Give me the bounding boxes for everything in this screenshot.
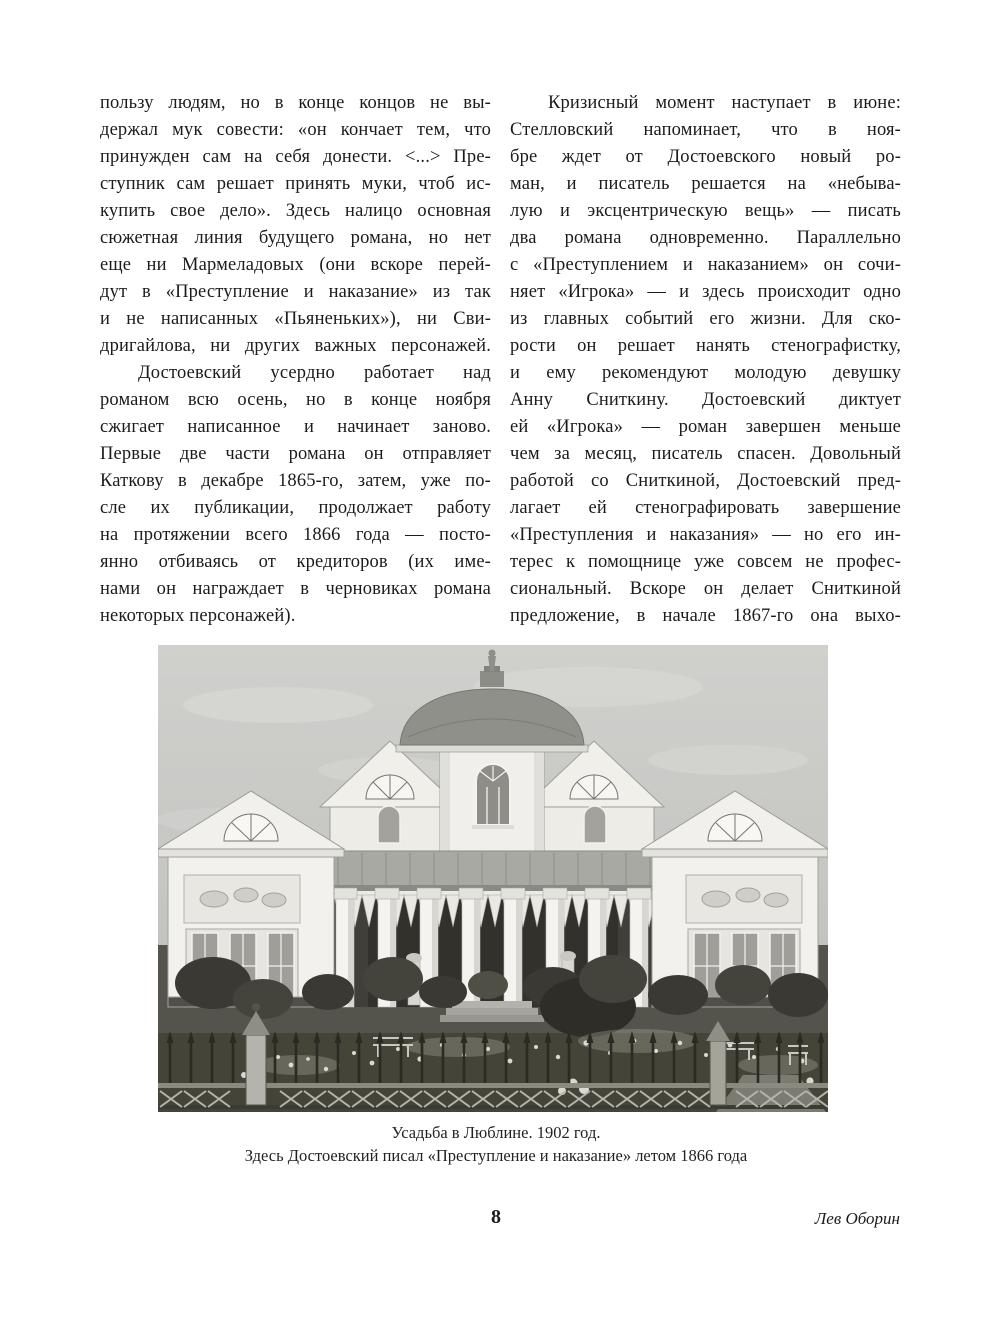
text-line: держал мук совести: «он кончает тем, что bbox=[100, 120, 491, 140]
running-author: Лев Оборин bbox=[814, 1209, 900, 1228]
text-line: некоторых персонажей). bbox=[100, 606, 296, 626]
text-line: дригайлова, ни других важных персонажей. bbox=[100, 336, 491, 356]
text-line: предложение, в начале 1867-го она выхо- bbox=[510, 606, 901, 626]
text-line: Первые две части романа он отправляет bbox=[100, 444, 491, 464]
figure-caption-line-2: Здесь Достоевский писал «Преступление и наказание» летом 1866 года bbox=[244, 1146, 748, 1165]
estate-photo-illustration bbox=[158, 645, 828, 1112]
column-left bbox=[100, 90, 491, 630]
text-line: сюжетная линия будущего романа, но нет bbox=[100, 228, 491, 248]
text-line: Стелловский напоминает, что в ноя- bbox=[510, 120, 901, 140]
text-line: два романа одновременно. Параллельно bbox=[510, 228, 901, 248]
text-line: и ему рекомендуют молодую девушку bbox=[510, 363, 901, 383]
text-line: дут в «Преступление и наказание» из так bbox=[100, 282, 491, 302]
figure-caption-line-1: Усадьба в Люблине. 1902 год. bbox=[391, 1123, 601, 1142]
text-line: Достоевский усердно работает над bbox=[138, 363, 491, 383]
text-line: купить свое дело». Здесь налицо основная bbox=[100, 201, 491, 221]
text-line: Кризисный момент наступает в июне: bbox=[548, 93, 901, 113]
text-line: из главных событий его жизни. Для ско- bbox=[510, 309, 901, 329]
text-line: сле их публикации, продолжает работу bbox=[100, 498, 491, 518]
text-line: терес к помощнице уже совсем не профес- bbox=[510, 552, 901, 572]
text-line: Анну Сниткину. Достоевский диктует bbox=[510, 390, 901, 410]
text-line: сиональный. Вскоре он делает Сниткиной bbox=[510, 579, 901, 599]
text-line: романом всю осень, но в конце ноября bbox=[100, 390, 491, 410]
text-line: на протяжении всего 1866 года — посто- bbox=[100, 525, 491, 545]
text-line: нами он награждает в черновиках романа bbox=[100, 579, 491, 599]
text-line: ступник сам решает принять муки, чтоб ис- bbox=[100, 174, 491, 194]
figure-caption bbox=[0, 1121, 992, 1167]
text-line: бре ждет от Достоевского новый ро- bbox=[510, 147, 901, 167]
text-line: ман, и писатель решается на «небыва- bbox=[510, 174, 901, 194]
page-number: 8 bbox=[491, 1206, 501, 1228]
text-line: лагает ей стенографировать завершение bbox=[510, 498, 901, 518]
text-line: «Преступления и наказания» — но его ин- bbox=[510, 525, 901, 545]
text-line: янно отбиваясь от кредиторов (их име- bbox=[100, 552, 491, 572]
text-line: Каткову в декабре 1865-го, затем, уже по- bbox=[100, 471, 491, 491]
text-line: рости он решает нанять стенографистку, bbox=[510, 336, 901, 356]
text-columns bbox=[100, 90, 901, 630]
text-line: и не написанных «Пьяненьких»), ни Сви- bbox=[100, 309, 491, 329]
text-line: чем за месяц, писатель спасен. Довольный bbox=[510, 444, 901, 464]
text-line: с «Преступлением и наказанием» он сочи- bbox=[510, 255, 901, 275]
column-right bbox=[510, 90, 901, 630]
estate-photo bbox=[158, 645, 828, 1112]
text-line: ей «Игрока» — роман завершен меньше bbox=[510, 417, 901, 437]
text-line: лую и эксцентрическую вещь» — писать bbox=[510, 201, 901, 221]
text-line: пользу людям, но в конце концов не вы- bbox=[100, 93, 491, 113]
text-line: сжигает написанное и начинает заново. bbox=[100, 417, 491, 437]
text-line: еще ни Мармеладовых (они вскоре перей- bbox=[100, 255, 491, 275]
text-line: няет «Игрока» — и здесь происходит одно bbox=[510, 282, 901, 302]
text-line: принужден сам на себя донести. <...> Пре- bbox=[100, 147, 491, 167]
text-line: работой со Сниткиной, Достоевский пред- bbox=[510, 471, 901, 491]
